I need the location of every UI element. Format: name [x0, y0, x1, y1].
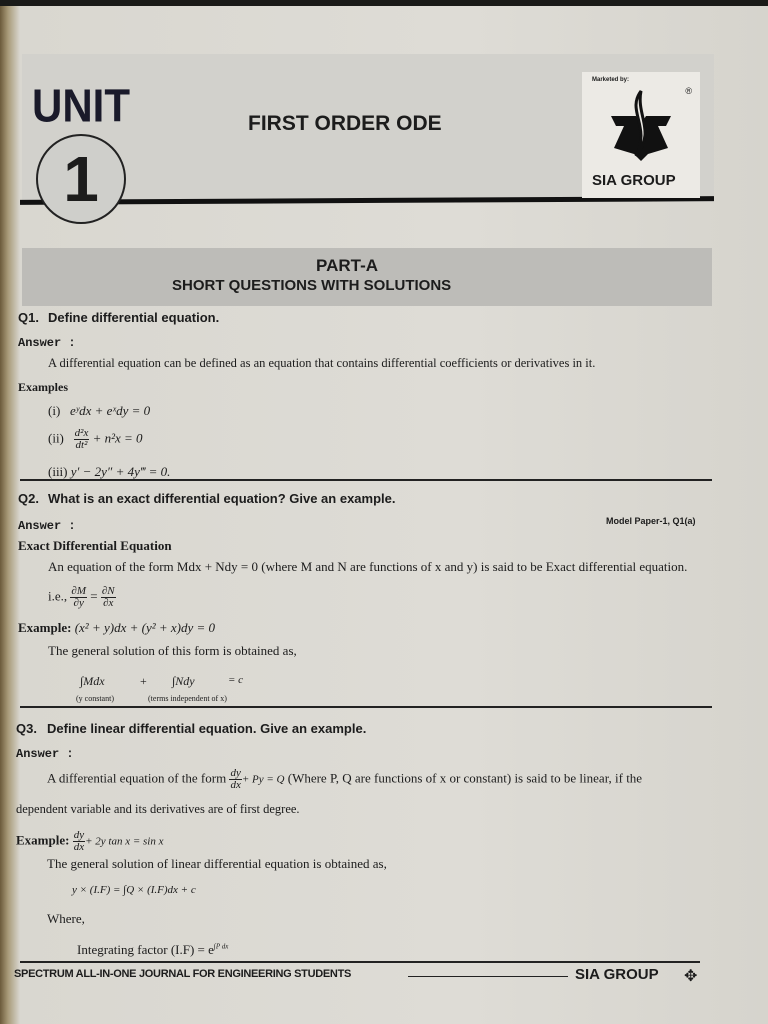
- q3-definition-line2: dependent variable and its derivatives are of first degree.: [16, 802, 300, 816]
- integral-plus: +: [140, 674, 147, 688]
- unit-number-badge: 1: [36, 134, 126, 224]
- integral-equals-c: = c: [228, 674, 244, 686]
- q3-example: Example: $\frac{dy}{dx}$ + 2y tan x = sin x: [16, 829, 164, 853]
- footer-journal: SPECTRUM ALL-IN-ONE JOURNAL FOR ENGINEERING STUDENTS: [14, 968, 352, 980]
- q1-question: Define differential equation.: [48, 310, 220, 325]
- q1-examples-label: Examples: [18, 380, 69, 394]
- q1-definition: A differential equation can be defined as an equation that contains differential coefficients or derivatives in it.: [48, 356, 596, 370]
- book-flame-icon: [596, 86, 686, 166]
- integral-ndy: ∫Ndy: [172, 674, 195, 688]
- marketed-by-label: Marketed by:: [592, 77, 630, 83]
- q2-answer-label: Answer :: [18, 519, 76, 533]
- q2-definition: An equation of the form Mdx + Ndy = 0 (where M and N are functions of x and y) is said to be Exact differential equation.: [48, 559, 688, 574]
- q2-solution-intro: The general solution of this form is obtained as,: [48, 643, 297, 658]
- q1-answer-label: Answer :: [18, 336, 76, 350]
- footer-logo-icon: ✥: [684, 968, 698, 985]
- part-subtitle: SHORT QUESTIONS WITH SOLUTIONS: [172, 277, 452, 294]
- footer-brand: SIA GROUP: [575, 966, 659, 983]
- integrating-factor: Integrating factor $(I.F) = e^{\int P dx}$: [77, 942, 229, 957]
- part-title: PART-A: [316, 256, 379, 275]
- integral-ndy-note: (terms independent of x): [148, 694, 227, 703]
- brand-name: SIA GROUP: [592, 172, 676, 189]
- q3-where: Where,: [47, 911, 85, 926]
- document-page: [0, 6, 768, 1024]
- q1-example-3: (iii) y′ − 2y″ + 4y‴ = 0.: [48, 464, 171, 479]
- integral-mdx-note: (y constant): [76, 694, 114, 703]
- q1-example-2: (ii) $\frac{\text{d²x}}{\text{dt²}}$ + n²x = 0: [48, 427, 143, 451]
- q3-number: Q3.: [16, 721, 37, 736]
- unit-label: UNIT: [32, 79, 130, 132]
- section-divider: [20, 706, 712, 708]
- sia-group-logo: [582, 72, 700, 198]
- q3-solution: y × (I.F) = ∫Q × (I.F)dx + c: [72, 884, 196, 896]
- q2-ie: i.e., $\frac{\partial M}{\partial y}$ = $\frac{\partial N}{\partial x}$: [48, 585, 115, 609]
- q2-heading: Exact Differential Equation: [18, 538, 172, 553]
- q3-question: Define linear differential equation. Give an example.: [47, 721, 367, 736]
- registered-mark: ®: [685, 86, 692, 96]
- q2-question: What is an exact differential equation? Give an example.: [48, 491, 396, 506]
- q1-number: Q1.: [18, 310, 39, 325]
- q2-number: Q2.: [18, 491, 39, 506]
- footer-line: [408, 976, 568, 977]
- footer-divider: [20, 961, 700, 963]
- unit-title: FIRST ORDER ODE: [248, 112, 442, 135]
- section-divider: [20, 479, 712, 481]
- q3-definition-line1: A differential equation of the form $\frac{dy}{dx}$ + Py = Q (Where P, Q are functions of x or constant) is said to be linear, if the: [47, 767, 643, 791]
- q3-answer-label: Answer :: [16, 747, 74, 761]
- integral-mdx: ∫Mdx: [80, 674, 105, 688]
- q3-solution-intro: The general solution of linear differential equation is obtained as,: [47, 856, 387, 871]
- q1-example-1: (i) eʸdx + eˣdy = 0: [48, 403, 151, 418]
- model-paper-reference: Model Paper-1, Q1(a): [606, 516, 696, 526]
- q2-example: Example: (x² + y)dx + (y² + x)dy = 0: [18, 620, 216, 635]
